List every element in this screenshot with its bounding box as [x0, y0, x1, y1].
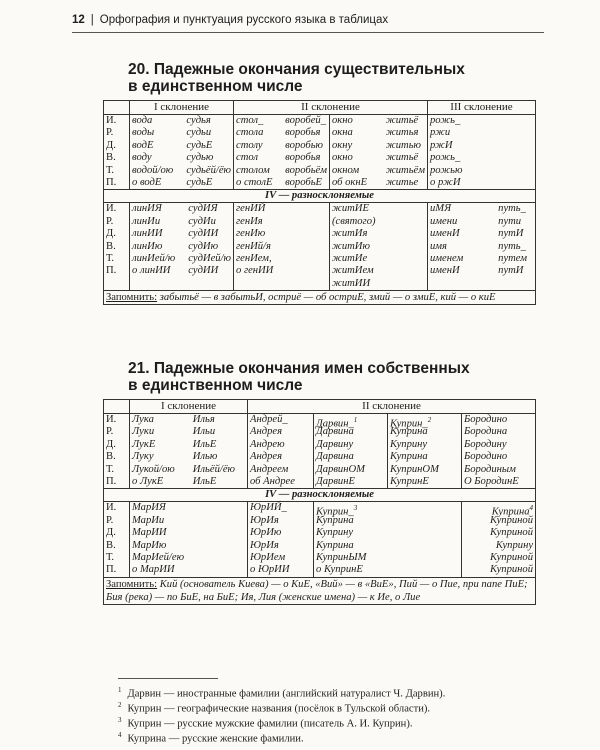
- irr-imya: иМЯ имени именИ имя именем именИ: [430, 203, 464, 277]
- case-labels: И. Р. Д. В. Т. П.: [104, 502, 130, 577]
- decl1-sudya: судья судьи судьЕ судью судьёй/ёю судьЕ: [186, 115, 231, 188]
- table-noun-endings: I склонение II склонение III склонение И. Р. Д. В. Т. П. вода воды водЕ воду водой/ою о водЕ судья судьи судьЕ судью судьёй/ёю судьЕ стол_ стола столу стол столом о столЕ воробей_ воробья воробью воробья воробьём воробьЕ окно окна окну окно окном об окнЕ житьё житья житью житьё житьём житье рожь_ ржи ржИ рожь_ рожью о ржИ IV — разносклоняемые И. Р. Д. В. Т. П. линИЯ линИи линИИ линИю линИей/ю о линИИ судИЯ судИи судИИ судИю судИей/ю судИИ генИЙ генИя генИю генИй/я генИем, о генИИ житИЕ (святого) житИя житИю житИе житИем житИИ иМЯ имени именИ имя именем именИ путь_ пути путИ путь_ путем путИ Запомнить: забытьё — в забытьИ, остриё — об остриЕ, змий — о змиЕ, кий — о киЕ: [103, 100, 536, 305]
- decl2-vorobey: воробей_ воробья воробью воробья воробьём воробьЕ: [285, 115, 327, 188]
- case-labels: И. Р. Д. В. Т. П.: [104, 115, 130, 190]
- decl2-okno: окно окна окну окно окном об окнЕ: [332, 115, 368, 188]
- irr-liniya: линИЯ линИи линИИ линИю линИей/ю о линИИ: [132, 203, 176, 277]
- footnote-rule: [118, 678, 218, 679]
- decl1-ilya: Илья Ильи ИльЕ Илью Ильёй/ёю ИльЕ: [192, 414, 235, 487]
- footnote-1: $^1$ Дарвин — иностранные фамилии (английский натуралист Ч. Дарвин).: [118, 686, 446, 700]
- irr-sudiya: судИЯ судИи судИИ судИю судИей/ю судИИ: [188, 203, 231, 277]
- remember-note: Запомнить: забытьё — в забытьИ, остриё — об остриЕ, змий — о змиЕ, кий — о киЕ: [104, 291, 536, 305]
- header-rule: [72, 32, 544, 33]
- decl2-borodino: Бородино Бородина Бородину Бородино Бородиным О БородинЕ: [464, 414, 519, 487]
- irr-mariya: МарИЯ МарИи МарИИ МарИю МарИей/ею о МарИИ: [132, 502, 185, 576]
- remember-note: Запомнить: Кий (основатель Киева) — о КиЕ, «Вий» — в «ВиЕ», Пий — о Пие, при папе ПиЕ; Бия (река) — по БиЕ, на БиЕ; Ия, Лия (женские имена) — к Ие, о Лие: [104, 577, 536, 604]
- decl1-luka: Лука Луки ЛукЕ Луку Лукой/ою о ЛукЕ: [132, 414, 175, 487]
- footnote-3: $^3$ Куприн — русские мужские фамилии (писатель А. И. Куприн).: [118, 716, 413, 730]
- running-header: [72, 14, 388, 26]
- decl1-voda: вода воды водЕ воду водой/ою о водЕ: [132, 115, 174, 188]
- decl2-darvin: Дарвин_$^1$ Дарвина Дарвину Дарвина ДарвинОМ ДарвинЕ: [316, 416, 365, 487]
- page-number: 12: [72, 14, 85, 26]
- subheader-irregular: IV — разносклоняемые: [104, 489, 536, 502]
- decl2-stol: стол_ стола столу стол столом о столЕ: [236, 115, 273, 188]
- irr-yuriy: ЮрИЙ_ ЮрИя ЮрИю ЮрИя ЮрИем о ЮрИИ: [250, 502, 290, 576]
- section-20-title: 20. Падежные окончания существительных в единственном числе: [128, 61, 465, 95]
- table-proper-name-endings: I склонение II склонение И. Р. Д. В. Т. П. Лука Луки ЛукЕ Луку Лукой/ою о ЛукЕ Илья Ильи ИльЕ Илью Ильёй/ёю ИльЕ Андрей_ Андрея Андрею Андрея Андреем об Андрее Дарвин_$^1$ Дарвина Дарвину Дарвина ДарвинОМ ДарвинЕ Куприн_$^2$ Куприна Куприну Куприна КупринОМ КупринЕ Бородино Бородина Бородину Бородино Бородиным О БородинЕ IV — разносклоняемые И. Р. Д. В. Т. П. МарИЯ МарИи МарИИ МарИю МарИей/ею о МарИИ ЮрИЙ_ ЮрИя ЮрИю ЮрИя ЮрИем о ЮрИИ Куприн_$^3$ Куприна Куприну Куприна КупринЫМ о КупринЕ Куприна$^4$ Куприной Куприной Куприну Куприной Куприной Запомнить: Кий (основатель Киева) — о КиЕ, «Вий» — в «ВиЕ», Пий — о Пие, при папе ПиЕ; Бия (река) — по БиЕ, на БиЕ; Ия, Лия (женские имена) — к Ие, о Лие: [103, 399, 536, 605]
- irr-kuprina-female: Куприна$^4$ Куприной Куприной Куприну Куприной Куприной: [490, 504, 534, 576]
- footnote-2: $^2$ Куприн — географические названия (посёлок в Тульской области).: [118, 701, 431, 715]
- case-labels: И. Р. Д. В. Т. П.: [104, 203, 130, 291]
- decl2-andrey: Андрей_ Андрея Андрею Андрея Андреем об Андрее: [250, 414, 295, 487]
- decl2-zhitie: житьё житья житью житьё житьём житье: [385, 115, 425, 188]
- section-21-title: 21. Падежные окончания имен собственных в единственном числе: [128, 360, 470, 394]
- decl3-rozh: рожь_ ржи ржИ рожь_ рожью о ржИ: [430, 115, 463, 188]
- footnote-4: $^4$ Куприна — русские женские фамилии.: [118, 731, 304, 745]
- case-labels: И. Р. Д. В. Т. П.: [104, 414, 130, 489]
- decl2-kuprin-place: Куприн_$^2$ Куприна Куприну Куприна КупринОМ КупринЕ: [390, 416, 439, 487]
- irr-zhitie: житИЕ (святого) житИя житИю житИе житИем житИИ: [332, 203, 376, 289]
- irr-geniy: генИЙ генИя генИю генИй/я генИем, о генИИ: [236, 203, 274, 277]
- irr-kuprin-male: Куприн_$^3$ Куприна Куприну Куприна КупринЫМ о КупринЕ: [316, 504, 367, 576]
- subheader-irregular: IV — разносклоняемые: [104, 190, 536, 203]
- book-title: Орфография и пунктуация русского языка в таблицах: [99, 14, 389, 26]
- irr-put: путь_ пути путИ путь_ путем путИ: [498, 203, 527, 277]
- header-separator: |: [90, 14, 94, 26]
